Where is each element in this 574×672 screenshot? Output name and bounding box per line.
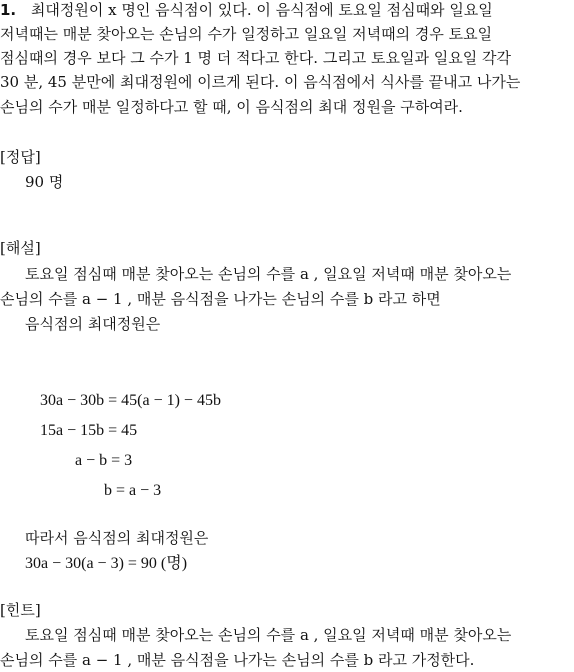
- equation-1: 30a − 30b = 45(a − 1) − 45b: [40, 392, 221, 409]
- explanation-line-3: 음식점의 최대정원은: [25, 315, 161, 333]
- equation-3: a − b = 3: [75, 452, 133, 469]
- equation-2: 15a − 15b = 45: [40, 422, 138, 439]
- hint-line-2: 손님의 수를 a − 1 , 매분 음식점을 나가는 손님의 수를 b 라고 가정한다.: [0, 651, 475, 669]
- conclusion-line-2: 30a − 30(a − 3) = 90 (명): [25, 555, 188, 572]
- hint-line-1: 토요일 점심때 매분 찾아오는 손님의 수를 a , 일요일 저녁때 매분 찾아오는: [25, 626, 512, 644]
- problem-text: 최대정원이 x 명인 음식점이 있다. 이 음식점에 토요일 점심때와 일요일: [30, 1, 493, 19]
- answer-header: [정답]: [0, 148, 41, 166]
- equation-4: b = a − 3: [104, 482, 162, 499]
- problem-line-3: 점심때의 경우 보다 그 수가 1 명 더 적다고 한다. 그리고 토요일과 일요일 각각: [0, 49, 511, 67]
- answer-value: 90 명: [25, 173, 64, 191]
- explanation-line-1: 토요일 점심때 매분 찾아오는 손님의 수를 a , 일요일 저녁때 매분 찾아오는: [25, 265, 512, 283]
- explanation-header: [해설]: [0, 239, 41, 257]
- hint-header: [힌트]: [0, 601, 41, 619]
- problem-line-1: [0, 0, 493, 22]
- problem-line-5: 손님의 수가 매분 일정하다고 할 때, 이 음식점의 최대 정원을 구하여라.: [0, 98, 463, 116]
- problem-number: 1.: [0, 1, 17, 19]
- explanation-line-2: 손님의 수를 a − 1 , 매분 음식점을 나가는 손님의 수를 b 라고 하면: [0, 290, 441, 308]
- problem-line-4: 30 분, 45 분만에 최대정원에 이르게 된다. 이 음식점에서 식사를 끝내고 나가는: [0, 73, 521, 91]
- problem-line-2: 저녁때는 매분 찾아오는 손님의 수가 일정하고 일요일 저녁때의 경우 토요일: [0, 25, 493, 43]
- conclusion-line-1: 따라서 음식점의 최대정원은: [25, 529, 209, 547]
